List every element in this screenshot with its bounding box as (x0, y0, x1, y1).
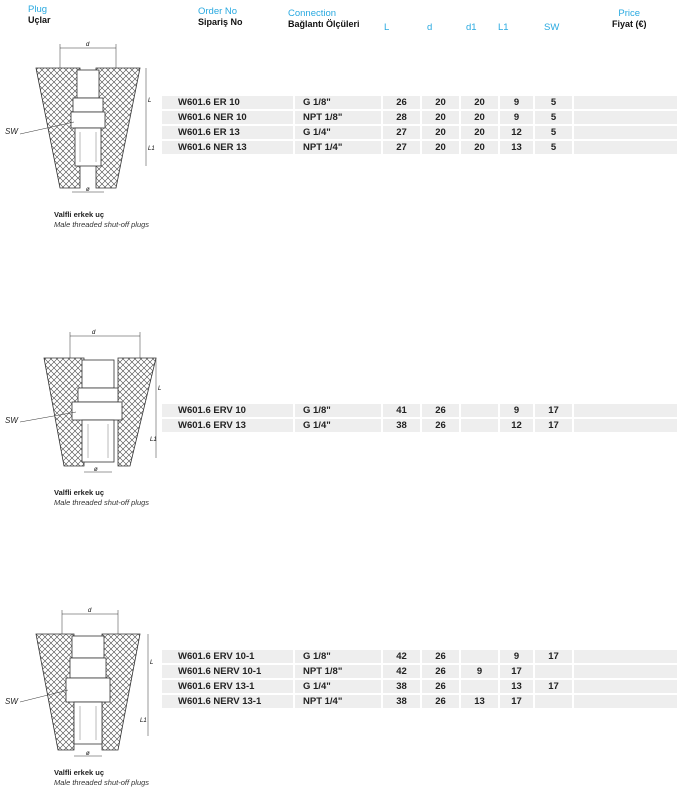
d-cell: 26 (422, 419, 459, 432)
order-no-cell: W601.6 NER 10 (162, 111, 293, 124)
plug-header-en: Plug (28, 4, 48, 15)
sw-label-2: SW (5, 416, 18, 425)
table-row (162, 695, 677, 708)
plug-header-tr: Uçlar (28, 15, 51, 25)
L1-cell: 9 (500, 111, 533, 124)
connection-cell: G 1/4" (295, 126, 381, 139)
order-no-header (198, 6, 243, 28)
d-cell: 26 (422, 695, 459, 708)
d1-cell: 20 (461, 111, 498, 124)
L-cell: 38 (383, 419, 420, 432)
caption-1 (54, 210, 149, 230)
table-row (162, 665, 677, 678)
L-cell: 28 (383, 111, 420, 124)
connection-header-tr: Bağlantı Ölçüleri (288, 19, 360, 29)
SW-cell: 17 (535, 680, 572, 693)
svg-text:ø: ø (86, 751, 90, 757)
col-header-SW: SW (544, 22, 560, 33)
price-header-en: Price (618, 8, 641, 19)
price-cell (574, 141, 677, 154)
L1-cell: 13 (500, 680, 533, 693)
price-cell (574, 650, 677, 663)
d1-cell (461, 404, 498, 417)
price-cell (574, 695, 677, 708)
connection-cell: G 1/4" (295, 419, 381, 432)
order-no-cell: W601.6 NER 13 (162, 141, 293, 154)
caption-3-en: Male threaded shut-off plugs (54, 778, 150, 787)
SW-cell: 5 (535, 126, 572, 139)
L-cell: 27 (383, 126, 420, 139)
caption-2-en: Male threaded shut-off plugs (54, 498, 150, 507)
svg-text:d: d (92, 330, 96, 336)
L1-cell: 12 (500, 126, 533, 139)
price-cell (574, 126, 677, 139)
caption-2 (54, 488, 149, 508)
price-cell (574, 111, 677, 124)
caption-3 (54, 768, 149, 788)
connection-cell: NPT 1/4" (295, 695, 381, 708)
SW-cell (535, 665, 572, 678)
svg-text:L1: L1 (150, 437, 157, 443)
table-row (162, 141, 677, 154)
spec-table-3 (160, 648, 679, 710)
L1-cell: 17 (500, 695, 533, 708)
L-cell: 27 (383, 141, 420, 154)
connection-cell: NPT 1/8" (295, 111, 381, 124)
d1-cell (461, 680, 498, 693)
table-row (162, 680, 677, 693)
connection-cell: G 1/4" (295, 680, 381, 693)
order-no-header-tr: Sipariş No (198, 17, 243, 27)
plug-drawing-1 (0, 40, 160, 200)
d-cell: 26 (422, 665, 459, 678)
order-no-cell: W601.6 ERV 10-1 (162, 650, 293, 663)
table-row (162, 111, 677, 124)
sw-label-1: SW (5, 127, 18, 136)
d1-cell (461, 650, 498, 663)
order-no-cell: W601.6 ER 10 (162, 96, 293, 109)
table-row (162, 126, 677, 139)
svg-text:ø: ø (86, 187, 90, 193)
L1-cell: 13 (500, 141, 533, 154)
price-cell (574, 665, 677, 678)
order-no-cell: W601.6 ER 13 (162, 126, 293, 139)
svg-text:L1: L1 (148, 146, 155, 152)
L-cell: 38 (383, 680, 420, 693)
caption-2-tr: Valfli erkek uç (54, 488, 105, 497)
table-row (162, 419, 677, 432)
svg-text:L1: L1 (140, 718, 147, 724)
order-no-header-en: Order No (198, 6, 238, 17)
d1-cell: 20 (461, 96, 498, 109)
L-cell: 38 (383, 695, 420, 708)
price-header (612, 8, 647, 30)
plug-header (28, 4, 51, 26)
order-no-cell: W601.6 ERV 10 (162, 404, 293, 417)
table-row (162, 96, 677, 109)
order-no-cell: W601.6 NERV 13-1 (162, 695, 293, 708)
plug-drawing-2 (0, 326, 170, 486)
d1-cell: 20 (461, 126, 498, 139)
d-cell: 26 (422, 404, 459, 417)
SW-cell: 17 (535, 419, 572, 432)
col-header-L: L (384, 22, 390, 33)
SW-cell: 5 (535, 111, 572, 124)
svg-text:L: L (148, 98, 152, 104)
col-header-d: d (427, 22, 433, 33)
d1-cell: 9 (461, 665, 498, 678)
L1-cell: 12 (500, 419, 533, 432)
L-cell: 26 (383, 96, 420, 109)
caption-3-tr: Valfli erkek uç (54, 768, 105, 777)
d-cell: 26 (422, 680, 459, 693)
price-cell (574, 419, 677, 432)
col-header-d1: d1 (466, 22, 477, 33)
connection-cell: NPT 1/4" (295, 141, 381, 154)
L-cell: 41 (383, 404, 420, 417)
connection-cell: G 1/8" (295, 650, 381, 663)
connection-cell: G 1/8" (295, 96, 381, 109)
table-row (162, 404, 677, 417)
connection-cell: NPT 1/8" (295, 665, 381, 678)
svg-text:ø: ø (94, 467, 98, 473)
L1-cell: 9 (500, 404, 533, 417)
svg-text:L: L (150, 660, 154, 666)
table-row (162, 650, 677, 663)
svg-text:d: d (88, 608, 92, 614)
order-no-cell: W601.6 ERV 13 (162, 419, 293, 432)
spec-table-2 (160, 402, 679, 434)
price-cell (574, 96, 677, 109)
SW-cell (535, 695, 572, 708)
plug-drawing-3 (0, 604, 170, 764)
spec-table-1 (160, 94, 679, 156)
L1-cell: 17 (500, 665, 533, 678)
d-cell: 26 (422, 650, 459, 663)
d-cell: 20 (422, 96, 459, 109)
d1-cell: 20 (461, 141, 498, 154)
L1-cell: 9 (500, 96, 533, 109)
connection-header (288, 8, 360, 30)
connection-cell: G 1/8" (295, 404, 381, 417)
d-cell: 20 (422, 126, 459, 139)
price-cell (574, 404, 677, 417)
svg-text:d: d (86, 42, 90, 48)
connection-header-en: Connection (288, 8, 337, 19)
L1-cell: 9 (500, 650, 533, 663)
price-cell (574, 680, 677, 693)
d-cell: 20 (422, 141, 459, 154)
order-no-cell: W601.6 ERV 13-1 (162, 680, 293, 693)
d1-cell: 13 (461, 695, 498, 708)
L-cell: 42 (383, 650, 420, 663)
order-no-cell: W601.6 NERV 10-1 (162, 665, 293, 678)
svg-text:L: L (158, 386, 162, 392)
L-cell: 42 (383, 665, 420, 678)
col-header-L1: L1 (498, 22, 509, 33)
SW-cell: 17 (535, 404, 572, 417)
d-cell: 20 (422, 111, 459, 124)
sw-label-3: SW (5, 697, 18, 706)
SW-cell: 5 (535, 141, 572, 154)
caption-1-en: Male threaded shut-off plugs (54, 220, 150, 229)
SW-cell: 5 (535, 96, 572, 109)
d1-cell (461, 419, 498, 432)
caption-1-tr: Valfli erkek uç (54, 210, 105, 219)
price-header-tr: Fiyat (€) (612, 19, 647, 29)
SW-cell: 17 (535, 650, 572, 663)
